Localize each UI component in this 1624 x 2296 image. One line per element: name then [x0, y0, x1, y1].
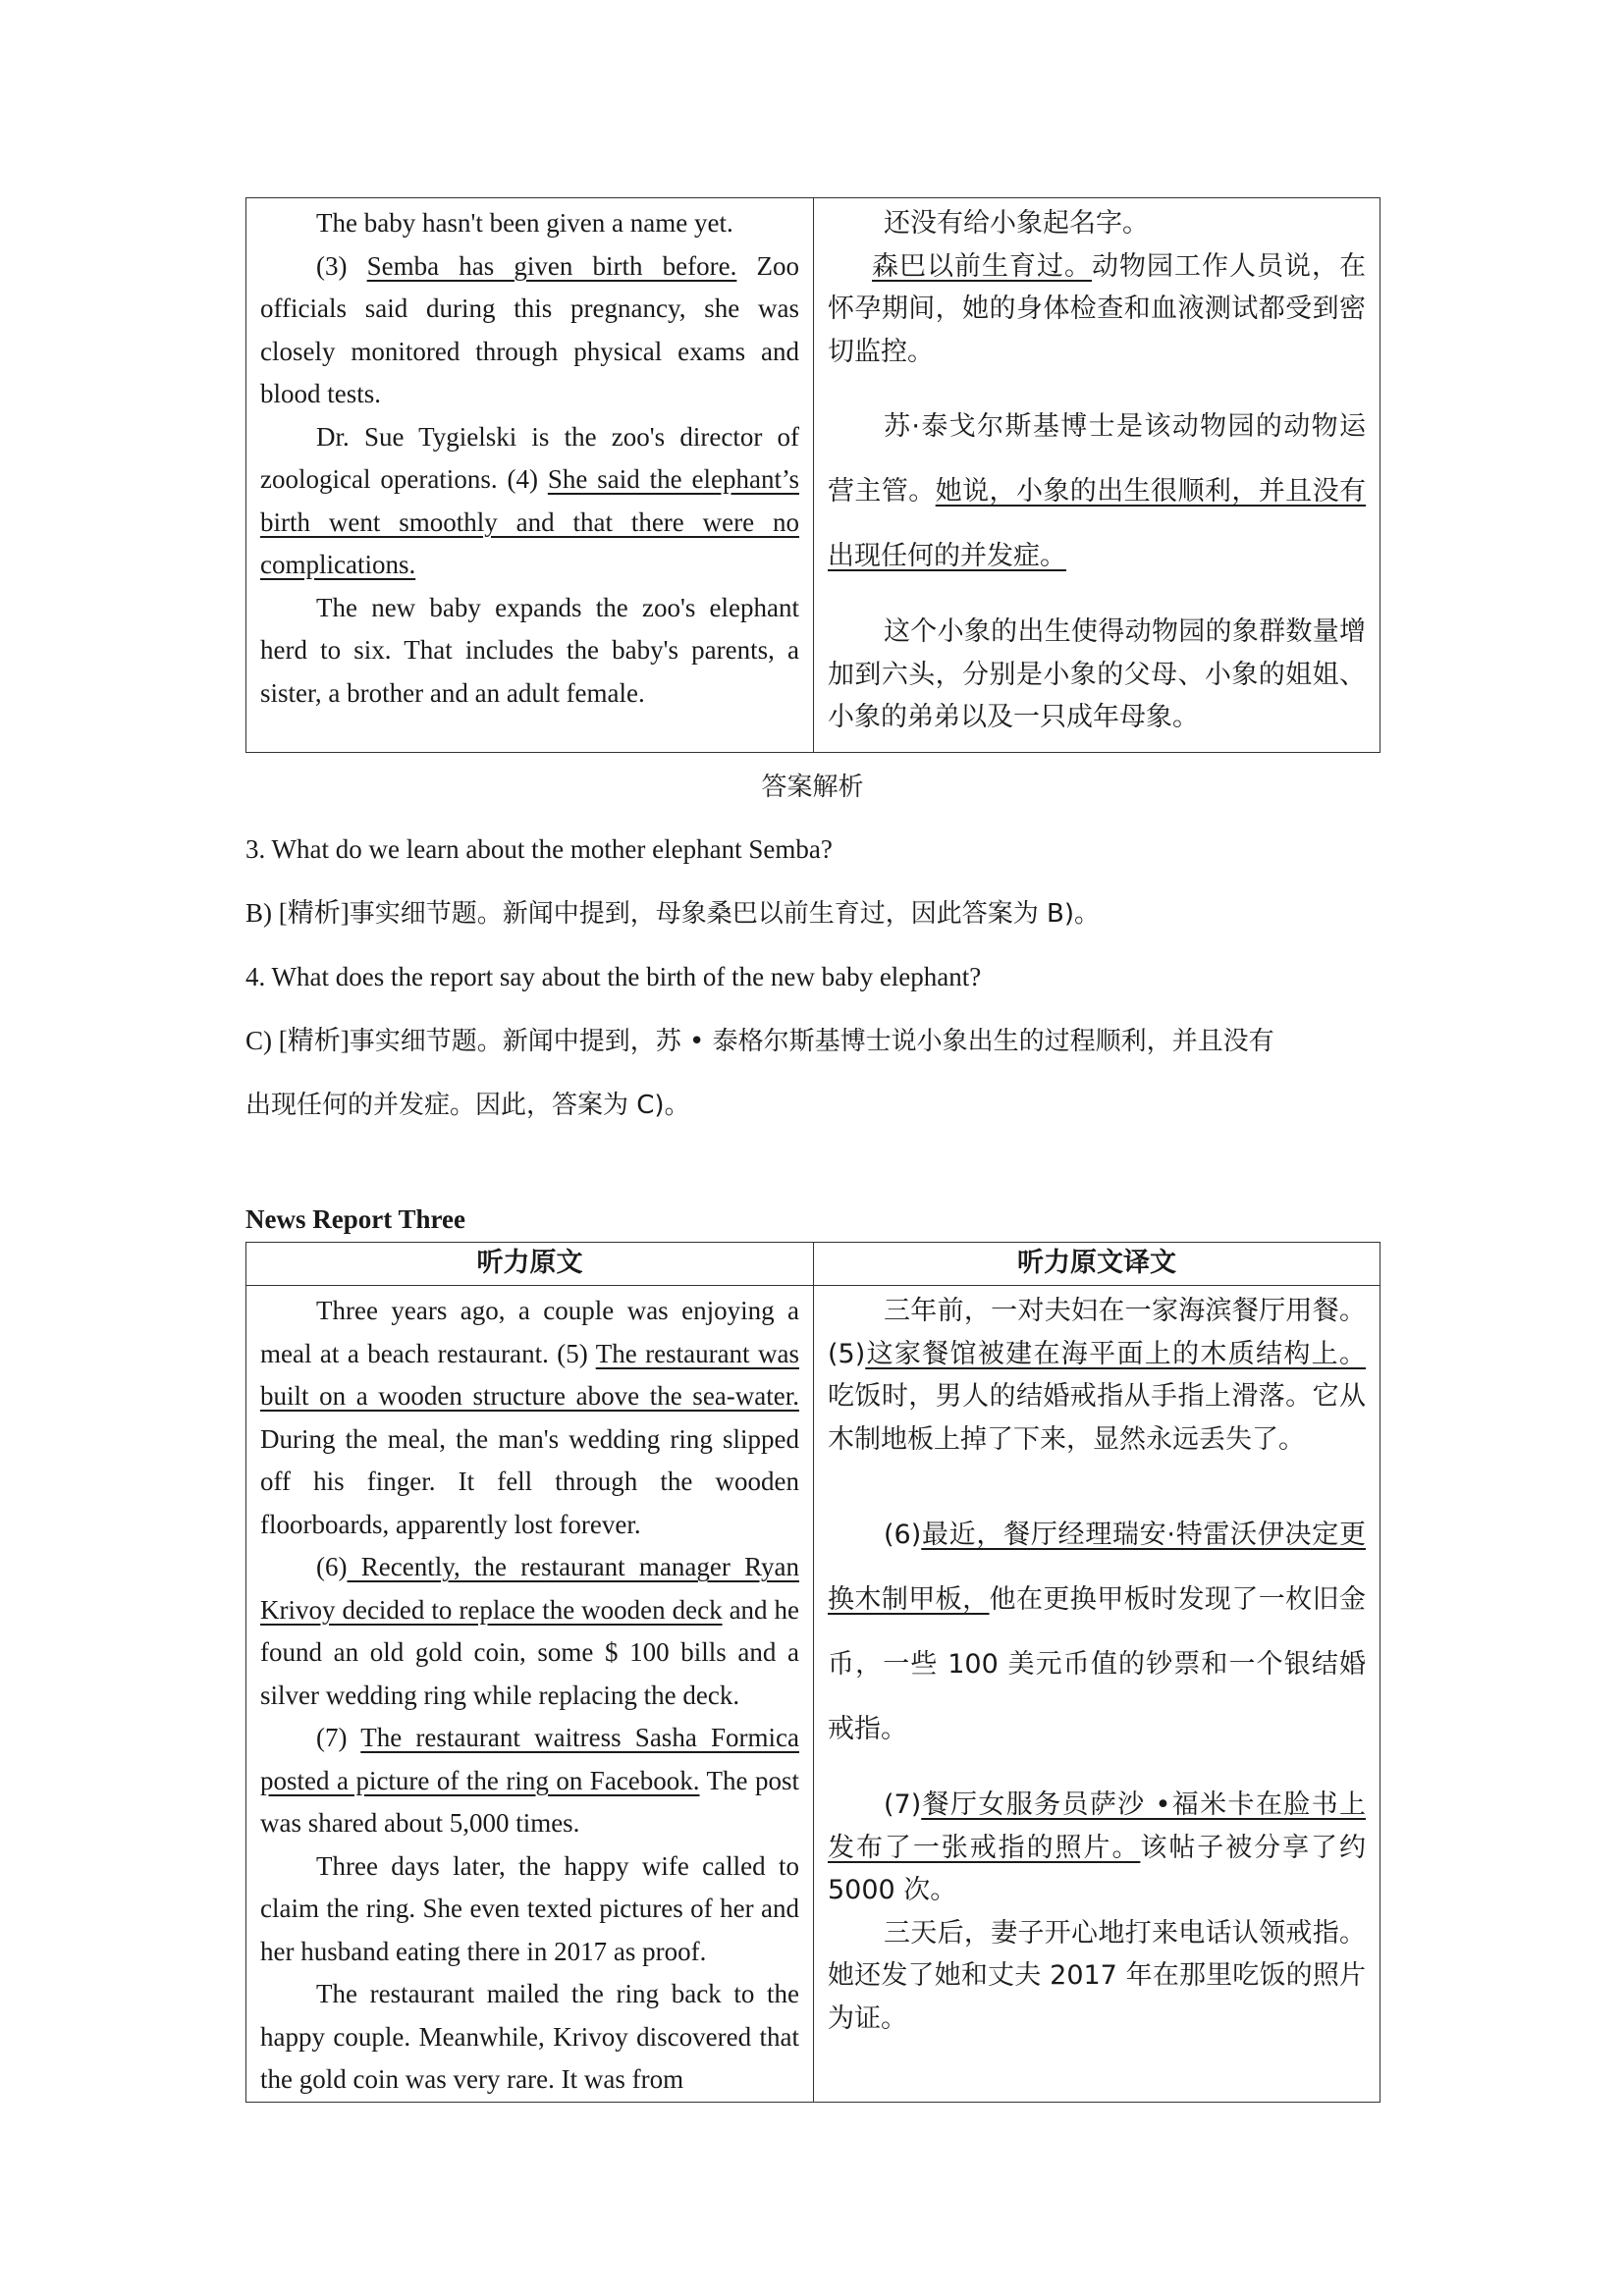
answer-underline: The restaurant waitress Sasha Formica posted a picture of the ring on Facebook. [260, 1723, 799, 1795]
answer-4-continued: 出现任何的并发症。因此，答案为 C)。 [245, 1091, 690, 1120]
answer-underline: Semba has given birth before. [366, 250, 737, 281]
column-header-translation: 听力原文译文 [814, 1243, 1380, 1286]
translation-paragraph: 还没有给小象起名字。 [884, 208, 1149, 239]
transcript-paragraph: The baby hasn't been given a name yet. [316, 208, 733, 238]
transcript-paragraph: Three days later, the happy wife called to claim the ring. She even texted pictures of her and her husband eating there in 2017 as proof. [260, 1850, 799, 1966]
transcript-english-cell [246, 198, 814, 753]
answer-underline: The restaurant was built on a wooden structure above the sea-water. [260, 1338, 799, 1411]
column-header-original: 听力原文 [246, 1243, 814, 1286]
transcript-english-cell [246, 1286, 814, 2103]
question-4: 4. What does the report say about the birth of the new baby elephant? [245, 962, 982, 991]
bilingual-table-report-three [245, 1242, 1380, 2103]
bilingual-table-report-two [245, 197, 1380, 753]
translation-paragraph: (6)最近，餐厅经理瑞安·特雷沃伊决定更换木制甲板，他在更换甲板时发现了一枚旧金币，一些 100 美元币值的钞票和一个银结婚戒指。 [828, 1520, 1367, 1744]
section-heading: News Report Three [245, 1204, 465, 1234]
answer-underline: Recently, the restaurant manager Ryan Krivoy decided to replace the wooden deck [260, 1552, 799, 1625]
translation-chinese-cell [814, 198, 1380, 753]
answer-analysis-caption: 答案解析 [761, 773, 864, 802]
translation-paragraph: 森巴以前生育过。动物园工作人员说，在怀孕期间，她的身体检查和血液测试都受到密切监控。 [828, 250, 1366, 367]
transcript-paragraph: Dr. Sue Tygielski is the zoo's director of zoological operations. (4) She said the elephant’s birth went smoothly and that there were no complications. [260, 421, 799, 579]
answer-underline: 她说，小象的出生很顺利，并且没有出现任何的并发症。 [828, 476, 1367, 571]
translation-paragraph: 三天后，妻子开心地打来电话认领戒指。她还发了她和丈夫 2017 年在那里吃饭的照片为证。 [828, 1917, 1366, 2034]
translation-paragraph: (7)餐厅女服务员萨沙 •福米卡在脸书上发布了一张戒指的照片。该帖子被分享了约 5000 次。 [828, 1789, 1367, 1905]
transcript-paragraph: Three years ago, a couple was enjoying a meal at a beach restaurant. (5) The restaurant was built on a wooden structure above the sea-water. During the meal, the man's wedding ring slipped off his finger. It fell through the wooden floorboards, apparently lost forever. [260, 1296, 799, 1539]
answer-underline: 森巴以前生育过。 [872, 250, 1092, 282]
answer-underline: 这家餐馆被建在海平面上的木质结构上。 [865, 1338, 1366, 1369]
transcript-paragraph: (6) Recently, the restaurant manager Ryan Krivoy decided to replace the wooden deck and he found an old gold coin, some $ 100 bills and a silver wedding ring while replacing the deck. [260, 1552, 800, 1710]
answer-underline: 最近，餐厅经理瑞安·特雷沃伊决定更换木制甲板， [828, 1520, 1366, 1615]
answer-3: B) [精析]事实细节题。新闻中提到，母象桑巴以前生育过，因此答案为 B)。 [245, 898, 1100, 929]
translation-paragraph: 这个小象的出生使得动物园的象群数量增加到六头，分别是小象的父母、小象的姐姐、小象的弟弟以及一只成年母象。 [828, 616, 1366, 732]
transcript-paragraph: (7) The restaurant waitress Sasha Formica posted a picture of the ring on Facebook. The post was shared about 5,000 times. [260, 1723, 799, 1838]
answer-underline: 餐厅女服务员萨沙 •福米卡在脸书上发布了一张戒指的照片。 [828, 1789, 1366, 1863]
question-3: 3. What do we learn about the mother elephant Semba? [245, 834, 833, 864]
answer-underline: She said the elephant’s birth went smoothly and that there were no complications. [260, 464, 799, 579]
transcript-paragraph: The restaurant mailed the ring back to the happy couple. Meanwhile, Krivoy discovered that the gold coin was very rare. It was from [260, 1979, 799, 2094]
transcript-paragraph: (3) Semba has given birth before. Zoo officials said during this pregnancy, she was closely monitored through physical exams and blood tests. [260, 250, 800, 408]
transcript-paragraph: The new baby expands the zoo's elephant herd to six. That includes the baby's parents, a sister, a brother and an adult female. [260, 592, 799, 708]
translation-chinese-cell [814, 1286, 1380, 2103]
translation-paragraph: 苏·泰戈尔斯基博士是该动物园的动物运营主管。她说，小象的出生很顺利，并且没有出现任何的并发症。 [828, 411, 1367, 571]
answer-4: C) [精析]事实细节题。新闻中提到，苏 • 泰格尔斯基博士说小象出生的过程顺利，并且没有 [245, 1026, 1274, 1056]
translation-paragraph: 三年前，一对夫妇在一家海滨餐厅用餐。(5)这家餐馆被建在海平面上的木质结构上。吃饭时，男人的结婚戒指从手指上滑落。它从木制地板上掉了下来，显然永远丢失了。 [828, 1296, 1366, 1455]
